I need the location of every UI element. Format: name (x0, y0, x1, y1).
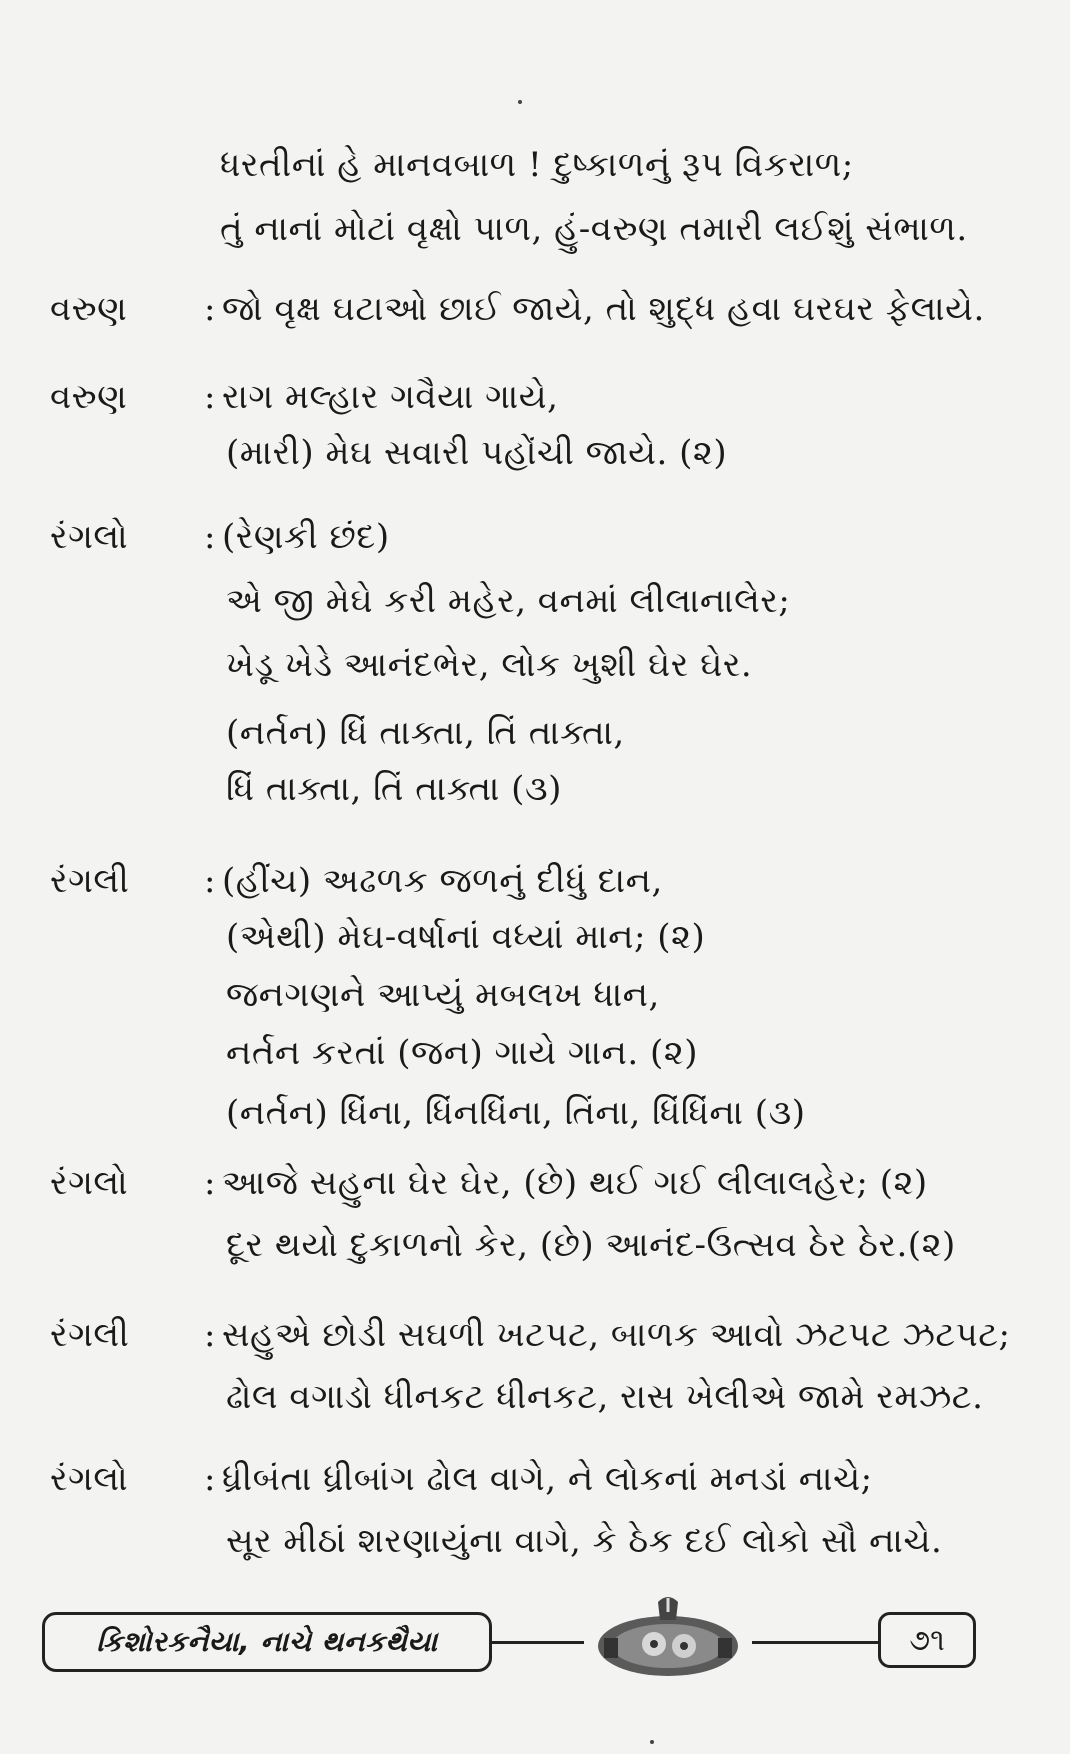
speaker-name: વરુણ (50, 289, 128, 329)
verse-line: સૂર મીઠાં શરણાયુંના વાગે, કે ઠેક દઈ લોકો સૌ નાચે. (226, 1521, 943, 1561)
speaker-name: રંગલો (50, 517, 129, 557)
speaker-name: વરુણ (50, 377, 128, 417)
verse-line: નર્તન કરતાં (જન) ગાયે ગાન. (૨) (226, 1033, 698, 1073)
verse-line: (મારી) મેઘ સવારી પહોંચી જાયે. (૨) (226, 433, 728, 473)
footer-rule (752, 1641, 880, 1644)
verse-line: ધિં તાક્તા, તિં તાક્તા (૩) (226, 769, 562, 809)
speaker-name: રંગલો (50, 1459, 129, 1499)
page-number: ૭૧ (909, 1622, 945, 1658)
speaker-colon: : (204, 1163, 216, 1203)
speaker-colon: : (204, 289, 216, 329)
verse-line: જનગણને આપ્યું મબલખ ધાન, (226, 975, 660, 1015)
speaker-colon: : (204, 1315, 216, 1355)
book-title-box (42, 1612, 492, 1672)
krishna-emblem-icon (584, 1594, 752, 1686)
speaker-colon: : (204, 861, 216, 901)
speaker-name: રંગલો (50, 1163, 129, 1203)
print-speck (518, 100, 522, 104)
verse-line: એ જી મેઘે કરી મહેર, વનમાં લીલાનાલેર; (226, 581, 791, 621)
verse-line: આજે સહુના ઘેર ઘેર, (છે) થઈ ગઈ લીલાલહેર; (૨) (222, 1163, 928, 1203)
print-speck (650, 1740, 654, 1744)
verse-line: (નર્તન) ધિંના, ધિંનધિંના, તિંના, ધિંધિંના (૩) (226, 1093, 806, 1133)
page-number-box (878, 1612, 976, 1668)
speaker-colon: : (204, 517, 216, 557)
verse-line: (નર્તન) ધિં તાક્તા, તિં તાક્તા, (226, 713, 625, 753)
verse-line: (એથી) મેઘ-વર્ષાનાં વધ્યાં માન; (૨) (226, 917, 706, 957)
book-title: કિશોરકનૈયા, નાચે થનકથૈયા (96, 1625, 438, 1658)
intro-line: ધરતીનાં હે માનવબાળ ! દુષ્કાળનું રૂપ વિકરાળ; (220, 145, 854, 185)
verse-line: (રેણકી છંદ) (222, 517, 390, 557)
verse-line: (હીંચ) અઢળક જળનું દીધું દાન, (222, 861, 663, 901)
speaker-colon: : (204, 1459, 216, 1499)
footer-rule (492, 1641, 584, 1644)
verse-line: દૂર થયો દુકાળનો કેર, (છે) આનંદ-ઉત્સવ ઠેર ઠેર.(૨) (226, 1225, 956, 1265)
verse-line: જો વૃક્ષ ઘટાઓ છાઈ જાયે, તો શુદ્ધ હવા ઘરઘર ફેલાયે. (222, 289, 985, 329)
verse-line: સહુએ છોડી સઘળી ખટપટ, બાળક આવો ઝટપટ ઝટપટ; (222, 1315, 1011, 1355)
speaker-colon: : (204, 377, 216, 417)
verse-line: ધ્રીબંતા ધ્રીબાંગ ઢોલ વાગે, ને લોકનાં મનડાં નાચે; (222, 1459, 873, 1499)
speaker-name: રંગલી (50, 861, 130, 901)
speaker-name: રંગલી (50, 1315, 130, 1355)
verse-line: ખેડૂ ખેડે આનંદભેર, લોક ખુશી ઘેર ઘેર. (226, 645, 753, 685)
verse-line: રાગ મલ્હાર ગવૈયા ગાયે, (222, 377, 559, 417)
verse-line: ઢોલ વગાડો ધીનકટ ધીનકટ, રાસ ખેલીએ જામે રમઝટ. (226, 1377, 984, 1417)
intro-line: તું નાનાં મોટાં વૃક્ષો પાળ, હું-વરુણ તમારી લઈશું સંભાળ. (220, 209, 968, 249)
